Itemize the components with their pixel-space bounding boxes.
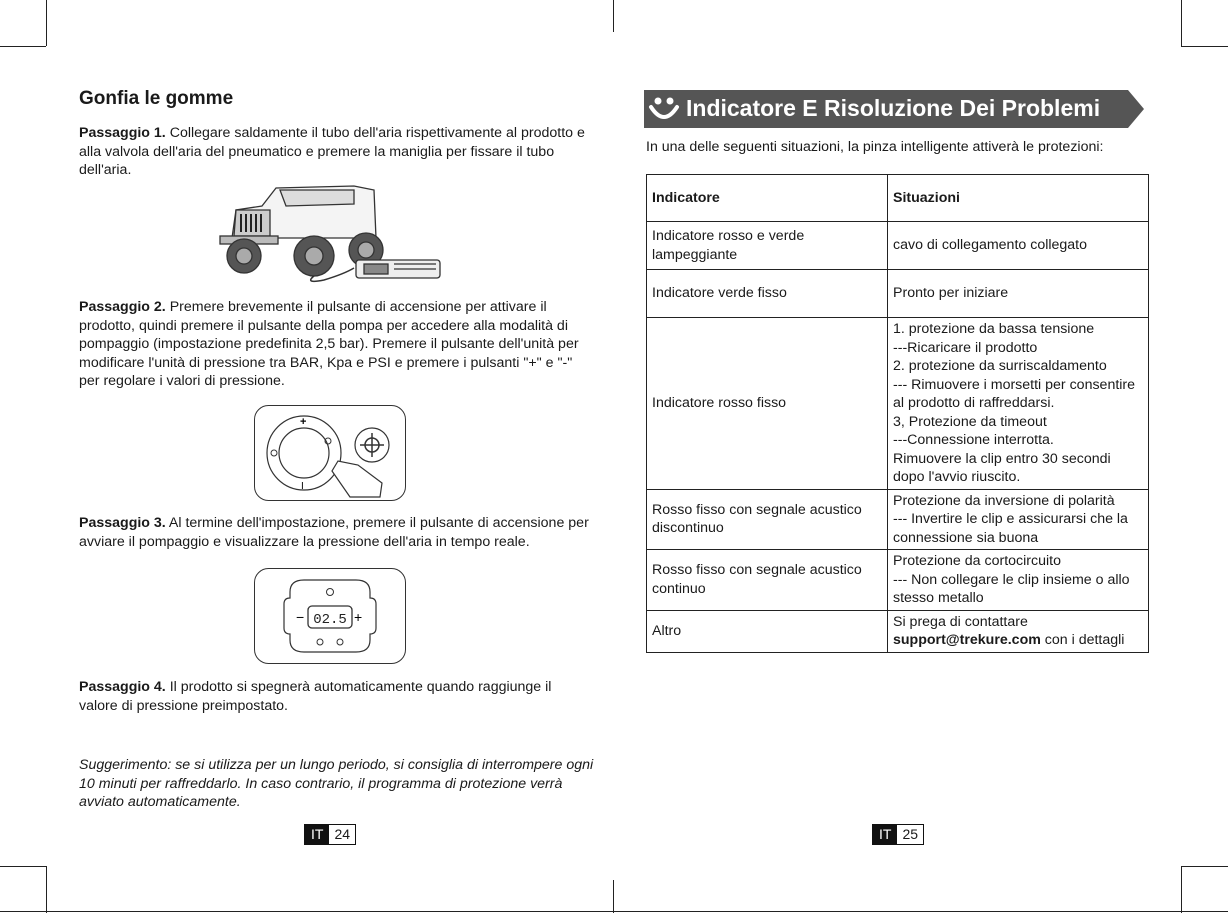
crop-mark [1181, 866, 1228, 867]
page-title: Gonfia le gomme [79, 88, 234, 109]
indicator-cell: Indicatore rosso fisso [647, 318, 888, 490]
pressure-display-illustration [254, 568, 406, 664]
left-page-content [79, 88, 589, 180]
situation-cell: Protezione da inversione di polarità --- Invertire le clip e assicurarsi che la connessione sia buona [888, 489, 1149, 550]
indicator-cell: Rosso fisso con segnale acustico continuo [647, 550, 888, 611]
crop-mark [0, 866, 46, 867]
step-1: Passaggio 1. Collegare saldamente il tubo dell'aria rispettivamente al prodotto e alla valvola dell'aria del pneumatico e premere la maniglia per fissare il tubo dell'aria. [79, 125, 585, 178]
indicator-cell: Rosso fisso con segnale acustico discontinuo [647, 489, 888, 550]
situation-cell: Si prega di contattare support@trekure.com con i dettagli [888, 610, 1149, 652]
table-row [647, 550, 1149, 611]
crop-mark [613, 880, 614, 913]
indicator-cell: Indicatore verde fisso [647, 270, 888, 318]
situation-cell: Protezione da cortocircuito --- Non collegare le clip insieme o allo stesso metallo [888, 550, 1149, 611]
svg-text:I: I [301, 481, 304, 492]
crop-mark [46, 866, 47, 913]
table-row [647, 489, 1149, 550]
crop-mark [1181, 46, 1228, 47]
pressure-readout: 02.5 [313, 612, 347, 628]
svg-text:+: + [354, 609, 363, 625]
section-title: Indicatore E Risoluzione Dei Problemi [686, 95, 1101, 121]
troubleshooting-table [646, 174, 1149, 653]
tip-note: Suggerimento: se si utilizza per un lungo periodo, si consiglia di interrompere ogni 10 minuti per raffreddarlo. In caso contrario, il programma di protezione verrà avviato automaticamente. [79, 757, 594, 811]
step-2: Passaggio 2. Premere brevemente il pulsante di accensione per attivare il prodotto, quindi premere il pulsante della pompa per accedere alla modalità di pompaggio (impostazione predefinita 2,5 bar). Premere il pulsante dell'unità per modificare l'unità di pressione tra BAR, Kpa e PSI e premere i pulsanti "+" e "-" per regolare i valori di pressione. [79, 299, 579, 389]
indicator-cell: Altro [647, 610, 888, 652]
jeep-inflator-illustration [214, 180, 446, 286]
crop-mark [1181, 0, 1182, 46]
bottom-rule [0, 911, 1228, 912]
indicator-cell: Indicatore rosso e verde lampeggiante [647, 222, 888, 270]
crop-mark [46, 0, 47, 46]
svg-text:+: + [300, 416, 307, 428]
crop-mark [1181, 866, 1182, 913]
svg-text:−: − [296, 609, 305, 625]
step-3: Passaggio 3. Al termine dell'impostazione, premere il pulsante di accensione per avviare il pompaggio e visualizzare la pressione dell'aria in tempo reale. [79, 515, 589, 550]
crop-mark [0, 46, 46, 47]
table-row [647, 610, 1149, 652]
table-row [647, 270, 1149, 318]
situation-cell: Pronto per iniziare [888, 270, 1149, 318]
table-row [647, 222, 1149, 270]
situation-cell: 1. protezione da bassa tensione ---Ricaricare il prodotto 2. protezione da surriscaldamento --- Rimuovere i morsetti per consentire al prodotto di raffreddarsi. 3, Protezione da timeout ---Connessione interrotta. Rimuovere la clip entro 30 secondi dopo l'avvio riuscito. [888, 318, 1149, 490]
table-header-row [647, 175, 1149, 222]
crop-mark [613, 0, 614, 32]
column-header: Situazioni [888, 175, 1149, 222]
situation-cell: cavo di collegamento collegato [888, 222, 1149, 270]
page-number-left: IT 24 [304, 824, 356, 845]
column-header: Indicatore [647, 175, 888, 222]
page-number-right: IT 25 [872, 824, 924, 845]
control-panel-illustration [254, 405, 406, 501]
intro-text: In una delle seguenti situazioni, la pinza intelligente attiverà le protezioni: [646, 139, 1104, 155]
support-email[interactable]: support@trekure.com [893, 632, 1041, 648]
step-4: Passaggio 4. Il prodotto si spegnerà automaticamente quando raggiunge il valore di pressione preimpostato. [79, 679, 552, 714]
smiley-icon [648, 93, 680, 125]
table-row [647, 318, 1149, 490]
